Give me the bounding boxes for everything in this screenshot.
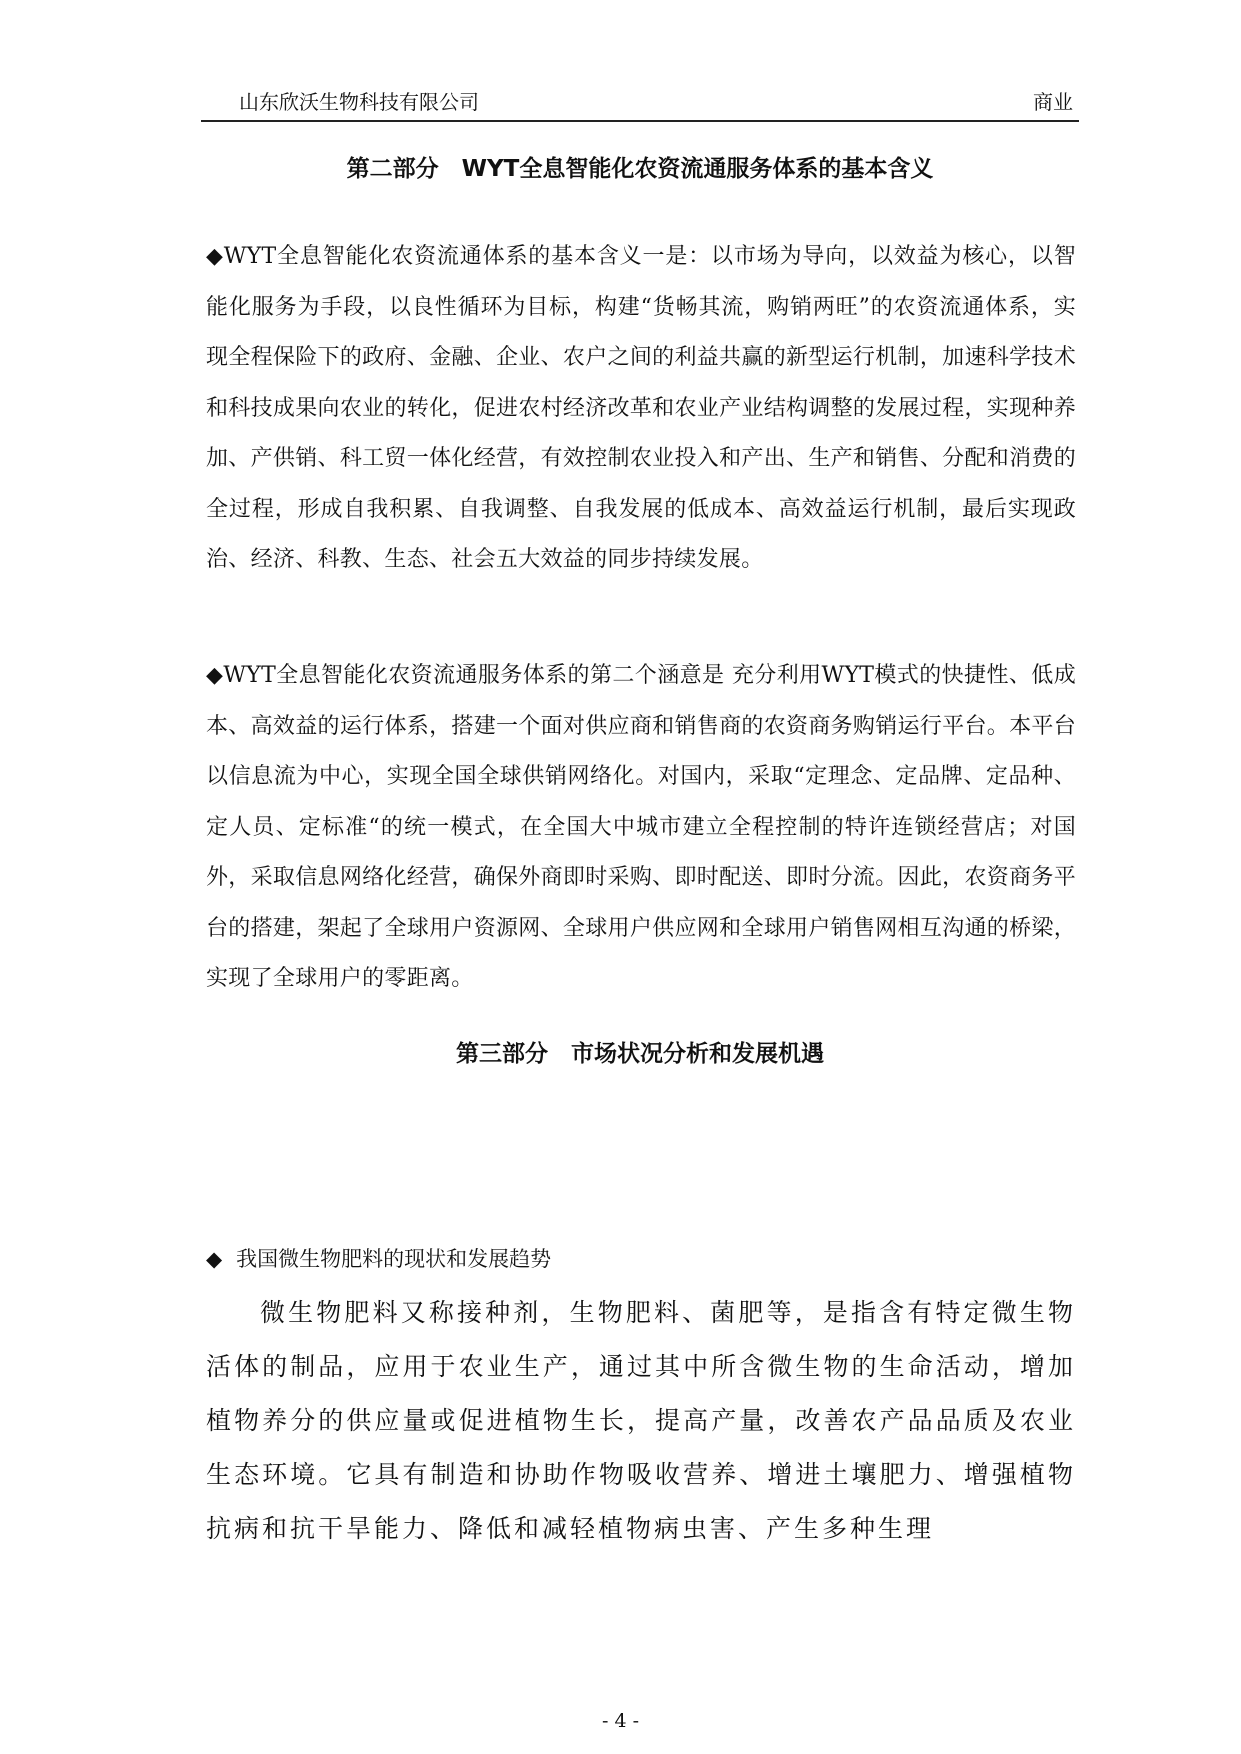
page-number: - 4 - (601, 1710, 639, 1732)
page-header (201, 86, 1079, 118)
section2-paragraph-1: ◆WYT全息智能化农资流通体系的基本含义一是：以市场为导向，以效益为核心，以智能化服务为手段，以良性循环为目标，构建“货畅其流，购销两旺”的农资流通体系，实现全程保险下的政府、金融、企业、农户之间的利益共赢的新型运行机制，加速科学技术和科技成果向农业的转化，促进农村经济改革和农业产业结构调整的发展过程，实现种养加、产供销、科工贸一体化经营，有效控制农业投入和产出、生产和销售、分配和消费的全过程，形成自我积累、自我调整、自我发展的低成本、高效益运行机制，最后实现政治、经济、科教、生态、社会五大效益的同步持续发展。 (206, 244, 1076, 572)
bullet-heading-text: 我国微生物肥料的现状和发展趋势 (236, 1247, 552, 1271)
section2-paragraph-2: ◆WYT全息智能化农资流通服务体系的第二个涵意是 充分利用WYT模式的快捷性、低成本、高效益的运行体系，搭建一个面对供应商和销售商的农资商务购销运行平台。本平台以信息流为中心，实现全国全球供销网络化。对国内，采取“定理念、定品牌、定品种、定人员、定标准“的统一模式，在全国大中城市建立全程控制的特许连锁经营店；对国外，采取信息网络化经营，确保外商即时采购、即时配送、即时分流。因此，农资商务平台的搭建，架起了全球用户资源网、全球用户供应网和全球用户销售网相互沟通的桥梁，实现了全球用户的零距离。 (206, 663, 1076, 991)
section3-title: 第三部分 市场状况分析和发展机遇 (456, 1041, 824, 1067)
section2-title: 第二部分 WYT全息智能化农资流通服务体系的基本含义 (346, 156, 934, 182)
header-rule (201, 120, 1079, 122)
header-category: 商业 (1033, 90, 1073, 114)
header-company: 山东欣沃生物科技有限公司 (239, 90, 479, 114)
section3-bullet-heading (206, 1243, 551, 1273)
section3-paragraph-1: 微生物肥料又称接种剂，生物肥料、菌肥等，是指含有特定微生物活体的制品，应用于农业生产，通过其中所含微生物的生命活动，增加植物养分的供应量或促进植物生长，提高产量，改善农产品品质及农业生态环境。它具有制造和协助作物吸收营养、增进土壤肥力、增强植物抗病和抗干旱能力、降低和减轻植物病虫害、产生多种生理 (206, 1298, 1076, 1543)
diamond-bullet-icon: ◆ (206, 1247, 223, 1271)
